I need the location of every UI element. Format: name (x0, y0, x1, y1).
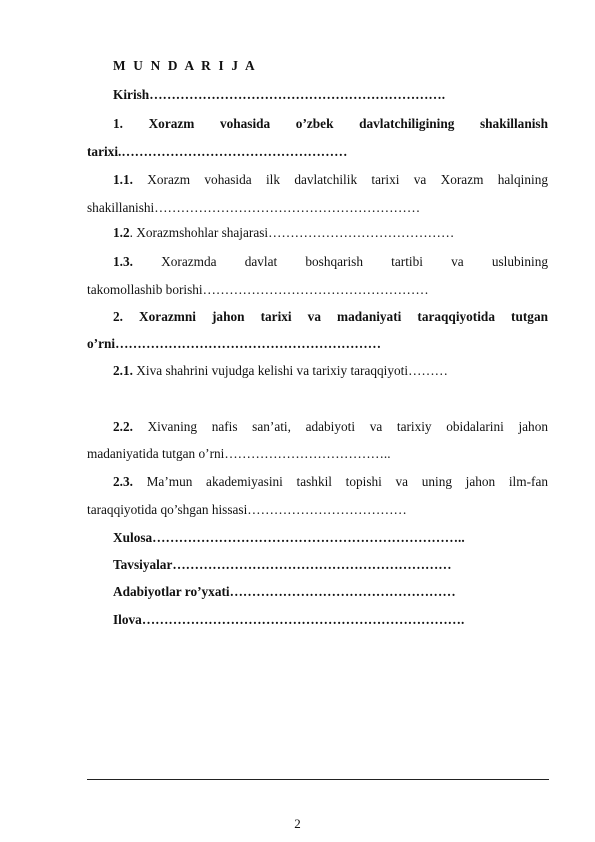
toc-entry-1-3-text: Xorazmda davlat boshqarish tartibi va uslubining (132, 254, 548, 269)
toc-entry-1-1-line-2: shakillanishi…………………………………………………… (87, 200, 421, 215)
contents-heading: M U N D A R I J A (113, 58, 257, 73)
toc-entry-2-2-line-2: madaniyatida tutgan o’rni……………………………….. (87, 446, 391, 461)
toc-entry-2-3-text: Ma’mun akademiyasini tashkil topishi va uning jahon ilm-fan (132, 474, 548, 489)
toc-entry-section-1-line-2: tarixi.…………………………………………… (87, 144, 348, 159)
toc-entry-2-3-line-2: taraqqiyotida qo’shgan hissasi……………………………… (87, 502, 407, 517)
page-number: 2 (294, 816, 301, 831)
toc-entry-ilova: Ilova………………………………………………………………. (113, 612, 465, 627)
toc-entry-1-3-number: 1.3. (113, 254, 133, 269)
toc-entry-xulosa: Xulosa…………………………………………………………….. (113, 530, 465, 545)
toc-entry-2-3-line-1 (113, 474, 548, 490)
toc-entry-section-1-line-1: 1. Xorazm vohasida o’zbek davlatchiligining shakillanish (113, 116, 548, 131)
toc-entry-2-1-number: 2.1. (113, 363, 133, 378)
toc-entry-2-2-number: 2.2. (113, 419, 133, 434)
toc-entry-kirish: Kirish…………………………………………………………. (113, 87, 446, 102)
toc-entry-1-2-number: 1.2 (113, 225, 130, 240)
toc-entry-1-3-line-1 (113, 254, 548, 270)
toc-entry-1-1-line-1 (113, 172, 548, 188)
toc-entry-section-2-line-2: o’rni…………………………………………………… (87, 336, 382, 351)
toc-entry-2-3-number: 2.3. (113, 474, 133, 489)
toc-entry-2-1 (113, 363, 548, 379)
toc-entry-1-2 (113, 225, 548, 241)
toc-entry-2-2-line-1 (113, 419, 548, 435)
toc-entry-tavsiyalar: Tavsiyalar……………………………………………………… (113, 557, 452, 572)
toc-entry-1-2-text: . Xorazmshohlar shajarasi…………………………………… (129, 225, 455, 240)
footer-divider (87, 779, 549, 780)
toc-entry-2-1-text: Xiva shahrini vujudga kelishi va tarixiy taraqqiyoti……… (132, 363, 448, 378)
toc-entry-2-2-text: Xivaning nafis san’ati, adabiyoti va tarixiy obidalarini jahon (132, 419, 548, 434)
toc-entry-1-3-line-2: takomollashib borishi…………………………………………… (87, 282, 429, 297)
toc-entry-1-1-number: 1.1. (113, 172, 133, 187)
toc-entry-section-2-line-1: 2. Xorazmni jahon tarixi va madaniyati taraqqiyotida tutgan (113, 309, 548, 324)
toc-entry-adabiyotlar: Adabiyotlar ro’yxati…………………………………………… (113, 584, 456, 599)
toc-entry-1-1-text: Xorazm vohasida ilk davlatchilik tarixi va Xorazm halqining (132, 172, 548, 187)
